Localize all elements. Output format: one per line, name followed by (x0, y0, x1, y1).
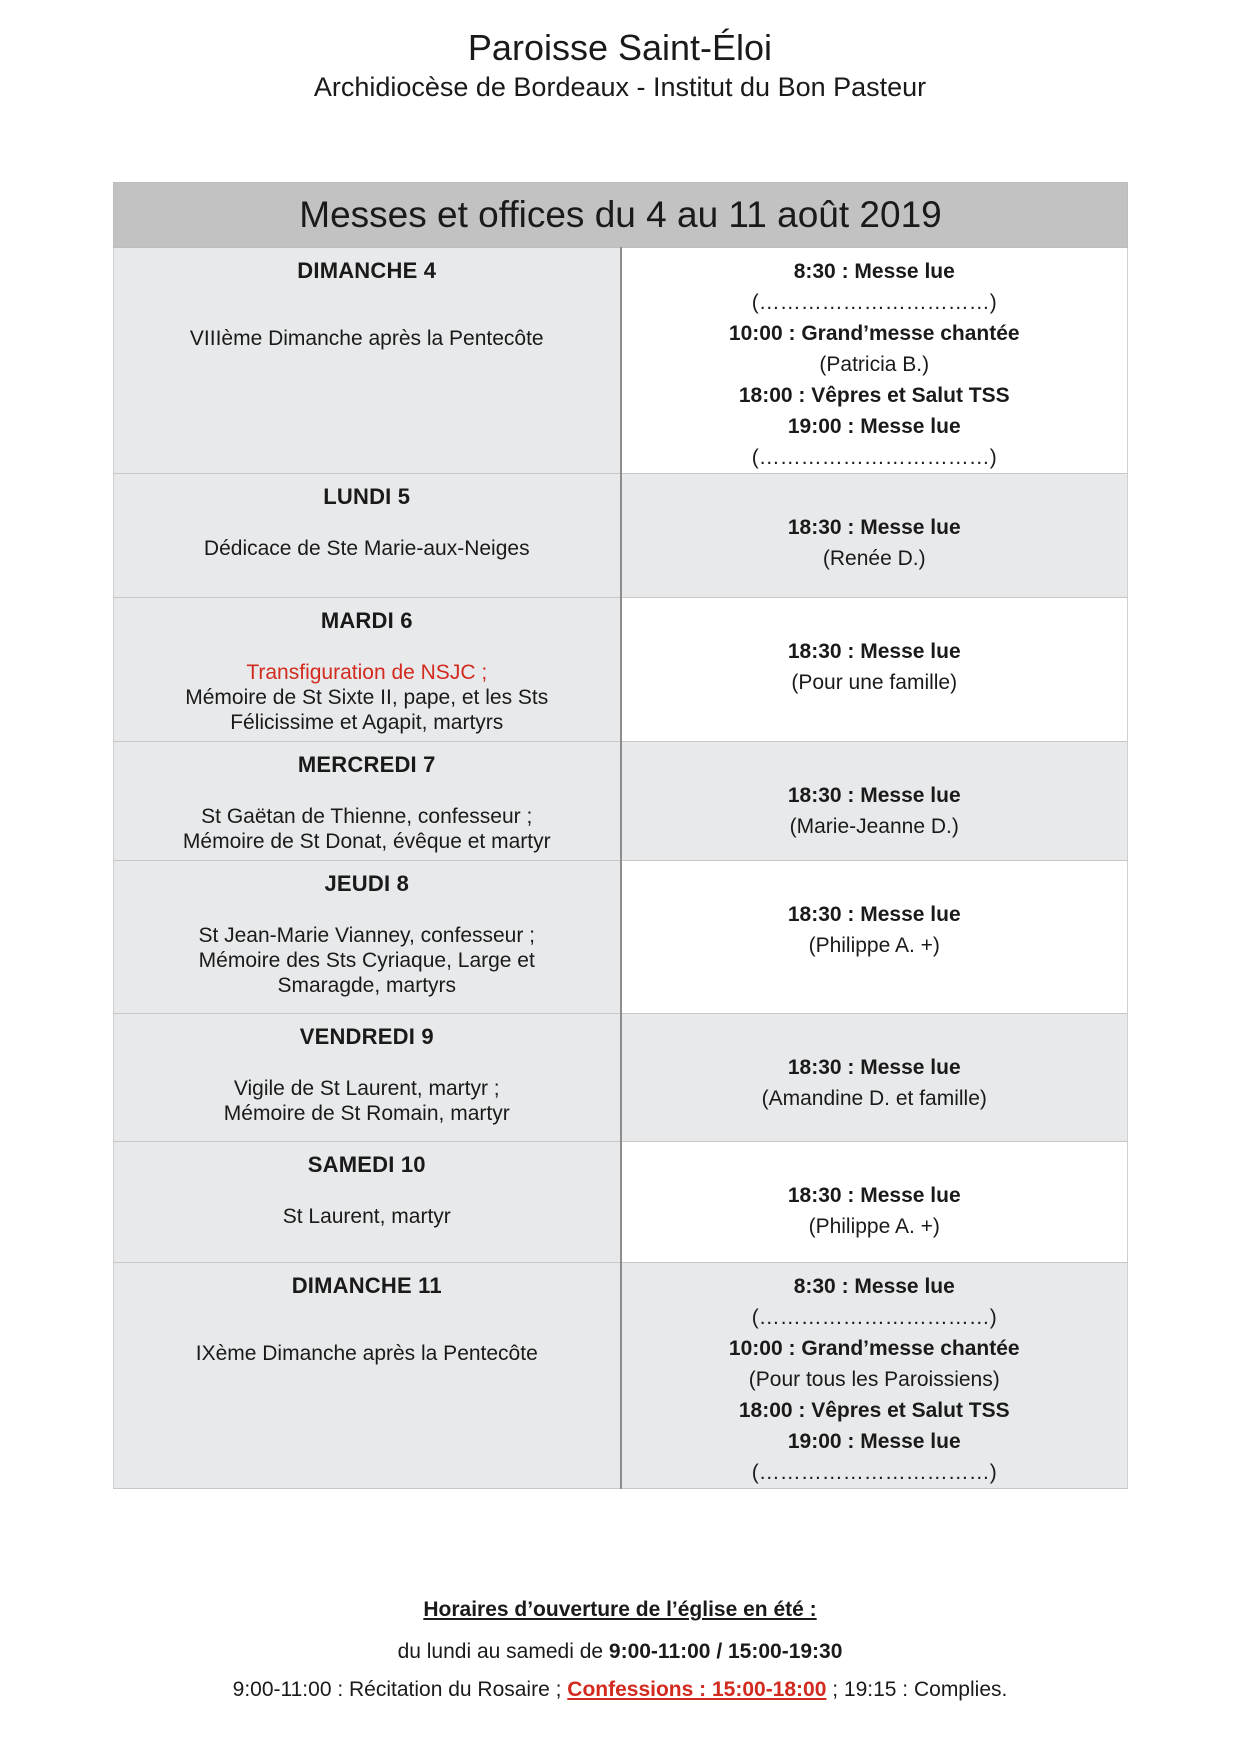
feast-line: St Gaëtan de Thienne, confesseur ; (201, 805, 533, 828)
day-label: MERCREDI 7 (297, 752, 436, 777)
service-line: 18:00 : Vêpres et Salut TSS (738, 1399, 1010, 1422)
confessions-text: Confessions : 15:00-18:00 (567, 1678, 827, 1701)
day-label: DIMANCHE 11 (291, 1273, 442, 1298)
feast-line: Mémoire des Sts Cyriaque, Large et (198, 949, 535, 972)
mass-cell (621, 598, 1128, 742)
mass-cell (621, 248, 1128, 474)
table-row (114, 248, 1128, 474)
table-row (114, 1142, 1128, 1263)
day-cell (114, 1142, 621, 1263)
intention-line: (Philippe A. +) (808, 934, 940, 957)
day-cell (114, 861, 621, 1014)
day-cell (114, 248, 621, 474)
intention-line: (Renée D.) (822, 547, 926, 570)
mass-list (622, 1263, 1128, 1488)
feast-line: Vigile de St Laurent, martyr ; (233, 1077, 500, 1100)
opening-hours-times: 9:00-11:00 / 15:00-19:30 (608, 1640, 843, 1663)
feast-line: VIIIème Dimanche après la Pentecôte (189, 327, 544, 350)
table-row (114, 861, 1128, 1014)
day-cell (114, 598, 621, 742)
feast-text (114, 326, 620, 357)
feast-text (114, 1204, 620, 1235)
service-line: 18:00 : Vêpres et Salut TSS (738, 384, 1010, 407)
day-label: DIMANCHE 4 (297, 258, 437, 283)
table-row (114, 598, 1128, 742)
feast-line: Mémoire de St Sixte II, pape, et les Sts (185, 686, 549, 709)
service-line: 18:30 : Messe lue (787, 640, 961, 663)
feast-line: Dédicace de Ste Marie-aux-Neiges (203, 537, 530, 560)
table-row (114, 1014, 1128, 1142)
compline-text: ; 19:15 : Complies. (832, 1678, 1008, 1701)
feast-line: St Laurent, martyr (282, 1205, 451, 1228)
feast-text (114, 660, 620, 741)
day-cell (114, 1263, 621, 1489)
intention-line: (……………………………) (751, 446, 997, 469)
schedule-header-row (114, 183, 1128, 248)
mass-cell (621, 1014, 1128, 1142)
day-cell (114, 1014, 621, 1142)
intention-line: (Pour une famille) (791, 671, 958, 694)
intention-line: (Patricia B.) (819, 353, 930, 376)
service-line: 8:30 : Messe lue (793, 1275, 955, 1298)
day-label: VENDREDI 9 (299, 1024, 434, 1049)
service-line: 18:30 : Messe lue (787, 903, 961, 926)
intention-line: (Marie-Jeanne D.) (789, 815, 959, 838)
mass-cell (621, 1263, 1128, 1489)
mass-list (622, 248, 1128, 473)
feast-line: St Jean-Marie Vianney, confesseur ; (198, 924, 536, 947)
service-line: 18:30 : Messe lue (787, 784, 961, 807)
feast-line: Mémoire de St Romain, martyr (223, 1102, 510, 1125)
parish-title: Paroisse Saint-Éloi (467, 27, 773, 68)
service-line: 10:00 : Grand’messe chantée (728, 1337, 1020, 1360)
feast-text (114, 923, 620, 1004)
day-label: MARDI 6 (320, 608, 413, 633)
day-cell (114, 742, 621, 861)
table-row (114, 474, 1128, 598)
service-line: 19:00 : Messe lue (787, 1430, 961, 1453)
service-line: 19:00 : Messe lue (787, 415, 961, 438)
feast-line-highlight: Transfiguration de NSJC ; (246, 661, 488, 684)
feast-text (114, 536, 620, 567)
opening-hours-days: du lundi au samedi de 9:00-11:00 / 15:00-19:30 (397, 1640, 843, 1663)
mass-cell (621, 742, 1128, 861)
service-line: 18:30 : Messe lue (787, 1056, 961, 1079)
intention-line: (Philippe A. +) (808, 1215, 940, 1238)
table-row (114, 742, 1128, 861)
intention-line: (……………………………) (751, 291, 997, 314)
mass-list (622, 598, 1128, 698)
feast-line: IXème Dimanche après la Pentecôte (195, 1342, 538, 1365)
day-label: SAMEDI 10 (307, 1152, 426, 1177)
mass-cell (621, 1142, 1128, 1263)
schedule-heading: Messes et offices du 4 au 11 août 2019 (114, 183, 1128, 248)
service-line: 10:00 : Grand’messe chantée (728, 322, 1020, 345)
feast-text (114, 804, 620, 860)
day-cell (114, 474, 621, 598)
day-label: JEUDI 8 (324, 871, 410, 896)
mass-list (622, 742, 1128, 842)
daily-offices (0, 1678, 1240, 1702)
opening-hours-title: Horaires d’ouverture de l’église en été : (423, 1598, 817, 1621)
parish-subtitle: Archidiocèse de Bordeaux - Institut du Bon Pasteur (313, 72, 927, 102)
schedule-table (113, 182, 1128, 1489)
mass-list (622, 1142, 1128, 1242)
intention-line: (……………………………) (751, 1461, 997, 1484)
intention-line: (Pour tous les Paroissiens) (748, 1368, 1000, 1391)
service-line: 8:30 : Messe lue (793, 260, 955, 283)
feast-text (114, 1076, 620, 1132)
service-line: 18:30 : Messe lue (787, 516, 961, 539)
mass-list (622, 861, 1128, 961)
page-header (0, 26, 1240, 104)
service-line: 18:30 : Messe lue (787, 1184, 961, 1207)
mass-cell (621, 474, 1128, 598)
rosary-text: 9:00-11:00 : Récitation du Rosaire ; (232, 1678, 562, 1701)
feast-line: Félicissime et Agapit, martyrs (230, 711, 504, 734)
opening-hours (0, 1598, 1240, 1716)
feast-text (114, 1341, 620, 1372)
table-row (114, 1263, 1128, 1489)
day-label: LUNDI 5 (323, 484, 411, 509)
mass-list (622, 1014, 1128, 1114)
mass-list (622, 474, 1128, 574)
intention-line: (Amandine D. et famille) (761, 1087, 987, 1110)
mass-cell (621, 861, 1128, 1014)
intention-line: (……………………………) (751, 1306, 997, 1329)
feast-line: Mémoire de St Donat, évêque et martyr (182, 830, 551, 853)
feast-line: Smaragde, martyrs (277, 974, 457, 997)
